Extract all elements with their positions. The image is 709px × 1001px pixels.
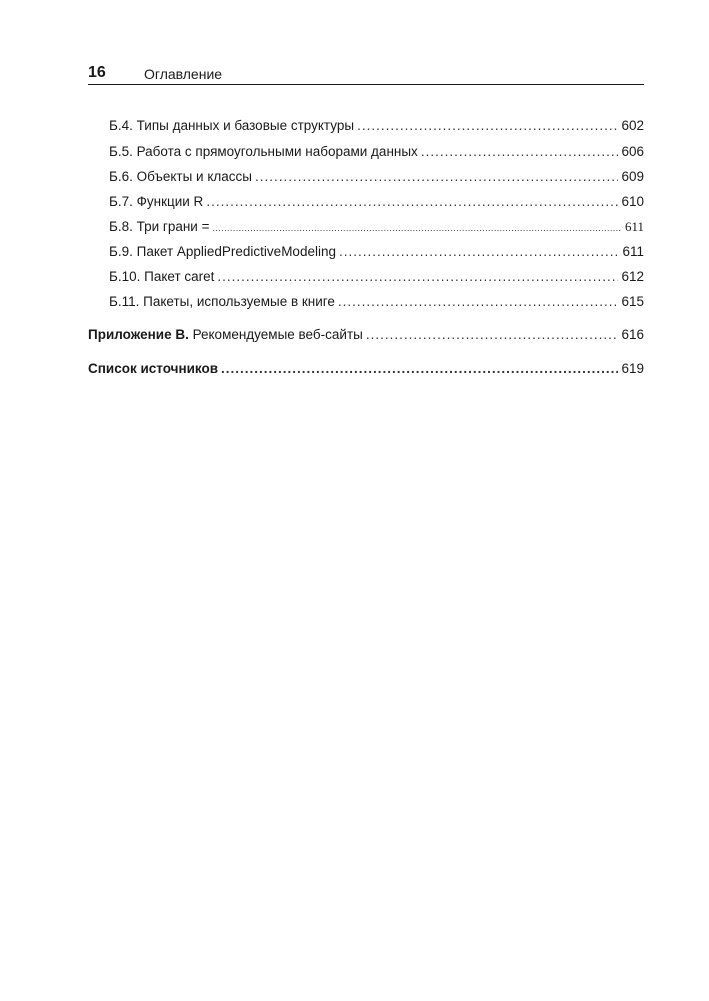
toc-entry-b9	[109, 243, 644, 261]
toc-entry-page: 609	[621, 169, 644, 184]
toc-entry-page: 611	[624, 219, 644, 234]
toc-entry-page: 610	[621, 194, 644, 209]
toc-entry-b7	[109, 193, 644, 211]
toc-entry-b4	[109, 117, 644, 135]
running-title: Оглавление	[144, 66, 223, 82]
toc-entry-label: Б.7. Функции R	[109, 194, 204, 209]
toc-entry-label: Б.11. Пакеты, используемые в книге	[109, 294, 335, 309]
toc-entry-b6	[109, 168, 644, 186]
dot-leader	[212, 219, 621, 237]
page-number: 16	[88, 64, 106, 81]
appendix-subtitle: Рекомендуемые веб-сайты	[188, 327, 363, 342]
dot-leader	[217, 268, 618, 286]
toc-entry-label: Б.9. Пакет AppliedPredictiveModeling	[109, 244, 336, 259]
dot-leader	[206, 193, 618, 211]
toc-entry-label: Б.6. Объекты и классы	[109, 169, 252, 184]
toc-entry-appendix-v	[88, 326, 644, 344]
toc-entry-label: Б.4. Типы данных и базовые структуры	[109, 118, 355, 133]
toc-entry-label: Б.10. Пакет caret	[109, 269, 215, 284]
dot-leader	[366, 326, 619, 344]
toc-entry-label: Список источников	[88, 361, 219, 376]
toc-entry-page: 606	[621, 144, 644, 159]
dot-leader	[421, 143, 619, 161]
toc-entry-page: 612	[621, 269, 644, 284]
toc-entry-label	[88, 326, 363, 344]
toc-entry-b11	[109, 293, 644, 311]
dot-leader	[357, 117, 618, 135]
appendix-title: Приложение В.	[88, 327, 189, 342]
dot-leader	[221, 360, 618, 378]
page-header	[88, 62, 644, 85]
toc-entry-page: 615	[621, 294, 644, 309]
toc-entry-b8	[109, 218, 644, 237]
dot-leader	[338, 293, 619, 311]
toc-entry-label: Б.5. Работа с прямоугольными наборами данных	[109, 144, 418, 159]
toc-entry-page: 611	[622, 244, 644, 259]
dot-leader	[255, 168, 618, 186]
toc-entry-b10	[109, 268, 644, 286]
toc-entry-page: 619	[621, 361, 644, 376]
toc-entry-page: 616	[621, 327, 644, 342]
toc-entry-references	[88, 360, 644, 378]
toc-entry-b5	[109, 143, 644, 161]
toc-entry-page: 602	[621, 118, 644, 133]
toc-entry-label: Б.8. Три грани =	[109, 219, 210, 234]
dot-leader	[339, 243, 619, 261]
